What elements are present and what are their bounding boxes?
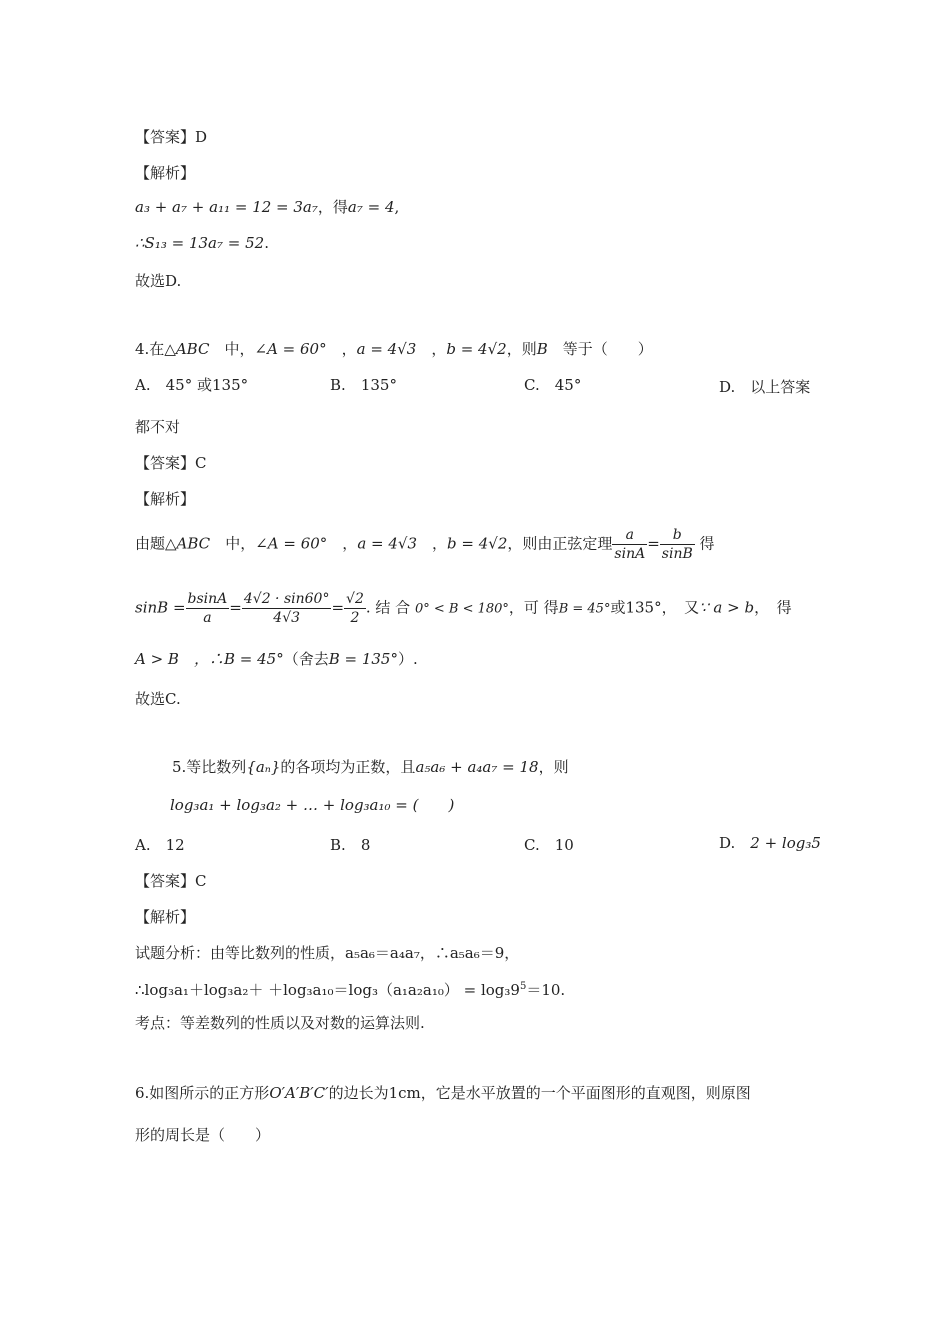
q5-opt-b-value: 8 [360,836,371,854]
q4-sol2-B: B = 45° [558,601,611,617]
q4-option-b [330,374,397,395]
q4-opt-c-label: C. [524,376,540,394]
q4-sol3-therefore: ，∴B = 45° [193,650,284,668]
q4-sol2-135: 135° [625,598,662,617]
q4-sol1-a: a = 4√3 [357,534,418,553]
q3-equation-2: ∴S₁₃ = 13a₇ = 52. [135,234,269,252]
q4-stem-mid: 中， [224,340,255,358]
q4-sol2-or: 或 [610,598,626,617]
q4-sol1-fraction-2 [660,526,695,563]
q5-option-c [524,834,574,855]
q3-answer-tag: 【答案】D [135,128,208,146]
q4-stem-prefix: 4.在 [135,340,165,358]
q5-opt-c-label: C. [524,836,540,854]
q5-opt-d-value: 2 + log₃5 [750,834,821,852]
q4-stem: 4.在△ABC 中，∠A = 60° ，a = 4√3 ，b = 4√2，则B 等于（ ） [135,340,653,358]
q4-opt-a-math2: 135° [212,376,249,394]
q4-stem-then: ，则 [506,340,537,358]
q4-sol1-fraction-1 [612,526,647,563]
q5-solution-3: 考点：等差数列的性质以及对数的运算法则. [135,1014,425,1032]
q4-opt-a-math1: 45° [165,376,193,394]
q3-analysis-tag: 【解析】 [135,164,196,182]
q4-sol2-frac3-den: 2 [350,610,360,626]
q5-option-d [719,832,821,853]
q4-option-a [135,374,248,395]
q3-equation-1: a₃ + a₇ + a₁₁ = 12 = 3a₇，得a₇ = 4, [135,198,400,216]
q5-solution-2 [135,976,565,1001]
q4-sol1-text: ，则由正弦定理 [507,534,613,553]
q4-option-c [524,374,581,395]
q5-option-a [135,834,185,855]
q5-opt-a-label: A. [135,836,151,854]
q4-stem-B: B [536,340,548,358]
q4-conclusion: 故选C. [135,690,181,708]
q4-stem-triangle: △ABC [164,340,210,358]
q4-sol1-frac1-num: a [612,526,647,545]
q6-stem-square: O′A′B′C′ [269,1084,329,1102]
q4-sol1-angle: ∠A = 60° [255,534,328,553]
q4-opt-d-text: 以上答案 [750,378,811,396]
q5-solution-1: 试题分析：由等比数列的性质，a₅a₆＝a₄a₇，∴a₅a₆＝9， [135,944,520,962]
q4-solution-3 [135,648,418,670]
q5-answer-tag: 【答案】C [135,872,207,890]
q4-sol3-paren-close: ）. [397,650,418,668]
q4-sol2-lhs: sinB = [135,598,186,617]
q4-sol1-b: b = 4√2 [447,534,508,553]
q5-opt-a-value: 12 [165,836,185,854]
q4-sol2-text3: ， 又 [661,598,700,617]
q5-stem [172,756,569,778]
q4-sol2-fraction-2 [242,590,332,627]
q4-sol2-frac2-num: 4√2 · sin60° [243,591,330,607]
q4-sol1-mid: 中， [225,534,256,553]
q4-opt-b-math: 135° [360,376,397,394]
q4-answer-tag: 【答案】C [135,454,207,472]
q5-sol2-main: ∴log₃a₁＋log₃a₂＋ ＋log₃a₁₀＝log₃（a₁a₂a₁₀） = log₃9 [135,981,520,999]
q4-opt-a-label: A. [135,376,151,394]
q4-stem-angle: ∠A = 60° [254,340,327,358]
q5-analysis-tag: 【解析】 [135,908,196,926]
q3-eq1-text: ，得 [317,198,348,216]
q5-stem-prefix: 5.等比数列 [172,758,247,776]
q4-opt-d-label: D. [719,378,736,396]
q4-sol1-end: 得 [699,534,715,553]
q4-sol3-paren-open: （舍去 [283,650,329,668]
q4-sol3-AB: A > B [135,650,179,668]
q4-sol2-text4: ， 得 [754,598,792,617]
q6-stem-line2: 形的周长是（ ） [135,1126,271,1144]
q5-stem-line2-math: log₃a₁ + log₃a₂ + … + log₃a₁₀ = ( ) [170,796,455,814]
q5-stem-sequence: {aₙ} [246,758,281,776]
q4-sol2-frac1-den: a [203,610,212,626]
q4-sol2-frac3-num: √2 [346,591,364,607]
q6-stem-text: 的边长为1cm，它是水平放置的一个平面图形的直观图，则原图 [328,1084,751,1102]
q5-opt-c-value: 10 [554,836,574,854]
q6-stem [135,1082,751,1104]
q5-option-b [330,834,370,855]
q5-sol2-end: ＝10. [526,981,566,999]
q3-eq1-math: a₃ + a₇ + a₁₁ = 12 = 3a₇ [135,198,318,216]
q4-stem-a: a = 4√3 [356,340,417,358]
q6-stem-prefix: 6.如图所示的正方形 [135,1084,270,1102]
q4-solution-1: 由题△ABC 中，∠A = 60° ，a = 4√3 ，b = 4√2，则由正弦定理 $\frac{a}{\sin A}$ = $\frac{b}{\sin B}$ 得 [135,527,715,562]
q4-sol2-fraction-3 [344,590,366,627]
q4-option-d [719,376,810,397]
q5-stem-end: ，则 [538,758,569,776]
q4-opt-a-text: 或 [197,376,213,394]
q4-sol3-B135: B = 135° [328,650,398,668]
q5-stem-mid: 的各项均为正数，且 [280,758,416,776]
q4-solution-2: sinB = $\frac{bsinA}{a}$ = $\frac{4√2 \cdot \sin 60^\circ}{4√3}$ = $\frac{√2}{2}$ . 结 合 0° < B < 180°，可 得B = 45°或135°， 又∵ a > b， 得 [135,591,792,626]
q3-conclusion: 故选D. [135,272,182,290]
q3-eq2-math: ∴S₁₃ = 13a₇ = 52 [135,234,265,252]
q4-sol2-fraction-1 [186,590,230,627]
q3-eq1-math2: a₇ = 4 [347,198,395,216]
q4-sol1-triangle: △ABC [165,534,211,553]
q5-stem-equation: a₅a₆ + a₄a₇ = 18 [415,758,539,776]
q4-stem-end: 等于（ ） [562,340,653,358]
q5-stem-line2 [170,794,454,816]
q5-opt-d-label: D. [719,834,736,852]
q4-stem-b: b = 4√2 [446,340,507,358]
q4-sol2-range: 0° < B < 180° [414,601,509,617]
q4-sol2-frac1-num: bsinA [187,591,228,607]
q5-opt-b-label: B. [330,836,346,854]
q4-sol1-frac2-den: sinB [661,546,693,562]
q4-sol1-frac1-den: sinA [614,546,646,562]
q4-sol1-prefix: 由题 [135,534,166,553]
q4-sol2-frac2-den: 4√3 [273,610,301,626]
q4-sol2-because: ∵ a > b [699,598,755,617]
q4-opt-b-label: B. [330,376,346,394]
q4-analysis-tag: 【解析】 [135,490,196,508]
q4-option-d-wrap: 都不对 [135,418,181,436]
q4-sol1-frac2-num: b [660,526,695,545]
q4-sol2-text2: ，可 得 [508,598,559,617]
q4-sol2-text1: . 结 合 [365,598,411,617]
q5-sol2-exponent: 5 [519,981,527,992]
q4-opt-c-math: 45° [554,376,582,394]
